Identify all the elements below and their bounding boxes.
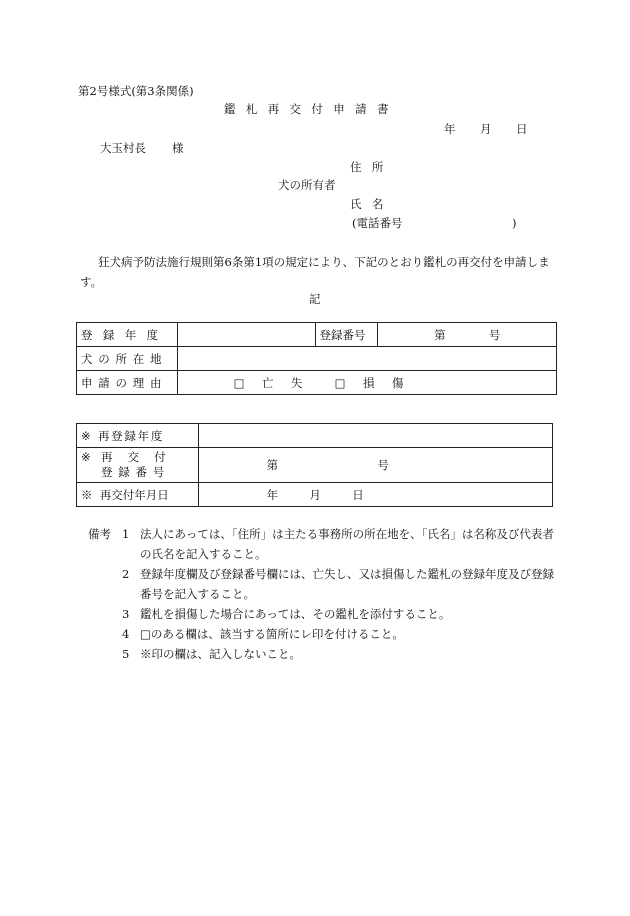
reissue-label-line1: 再 交 付 [101,450,172,464]
note-number: 4 [122,627,130,641]
reissue-date-field[interactable] [198,483,552,507]
note-number: 2 [122,567,130,581]
owner-label: 犬の所有者 [278,178,336,192]
reissue-date-label-cell [77,483,199,507]
note-number: 1 [122,527,130,541]
reason-label-cell [77,371,178,395]
mark-reissue-date: ※ [81,487,93,502]
reason-option-lost[interactable]: □ 亡 失 [233,375,310,390]
note-text: 法人にあっては、「住所」は主たる事務所の所在地を、「氏名」は名称及び代表者の氏名を記入すること。 [140,527,554,561]
date-month-label: 月 [480,122,492,136]
notes-heading: 備考 [88,527,111,541]
note-item [122,604,558,624]
mark-rereg: ※ [81,428,91,443]
rereg-year-label-cell [77,424,199,448]
reg-year-label-cell [77,323,178,347]
rereg-year-field[interactable] [198,424,552,448]
reissue-prefix: 第 [266,458,279,472]
reg-no-label: 登録番号 [319,327,366,342]
reissue-date-day: 日 [352,487,364,502]
reg-year-field[interactable] [177,323,315,347]
note-number: 5 [122,647,130,661]
reissue-label-cell [77,448,199,483]
form-number: 第2号様式(第3条関係) [78,84,194,98]
reason-field [177,371,556,395]
note-item [88,524,558,564]
reissue-suffix: 号 [377,458,389,472]
note-text: 鑑札を損傷した場合にあっては、その鑑札を添付すること。 [140,607,451,621]
addressee: 大玉村長 [100,141,146,155]
date-year-label: 年 [444,122,456,136]
location-label: 犬の所在地 [81,351,168,366]
reissue-label-line2: 登録番号 [101,465,170,479]
mark-reissue: ※ [81,450,91,464]
ki-heading: 記 [309,292,321,306]
notes-section [88,524,558,664]
reg-year-label: 登録年度 [81,327,169,342]
reg-no-suffix: 号 [488,327,501,342]
rereg-year-label: 再登録年度 [97,428,165,443]
reissue-date-label: 再交付年月日 [99,487,169,502]
phone-close-paren: ) [512,216,517,230]
request-paragraph: 狂犬病予防法施行規則第6条第1項の規定により、下記のとおり鑑札の再交付を申請します。 [80,255,550,289]
reissue-field[interactable] [198,448,552,483]
note-number: 3 [122,607,130,621]
honorific: 様 [172,141,184,155]
office-use-table [76,423,553,507]
date-day-label: 日 [516,122,528,136]
note-item [122,644,558,664]
note-item [122,564,558,604]
reg-no-label-cell [315,323,378,347]
reason-option-damaged[interactable]: □ 損 傷 [334,375,411,390]
reg-no-prefix: 第 [434,327,446,342]
name-label: 氏名 [350,197,394,211]
address-label: 住所 [350,160,394,174]
note-item [122,624,558,644]
application-table [76,322,557,395]
location-label-cell [77,347,178,371]
location-field[interactable] [177,347,556,371]
note-text: ※印の欄は、記入しないこと。 [140,647,301,661]
phone-label: (電話番号 [352,216,403,230]
reason-label: 申請の理由 [81,375,168,390]
note-text: 登録年度欄及び登録番号欄には、亡失し、又は損傷した鑑札の登録年度及び登録番号を記入すること。 [140,567,554,601]
reissue-date-year: 年 [266,487,279,502]
reg-no-field[interactable] [378,323,557,347]
reissue-date-month: 月 [309,487,321,502]
document-title: 鑑札再交付申請書 [224,102,399,116]
note-text: □のある欄は、該当する箇所にレ印を付けること。 [140,627,404,641]
